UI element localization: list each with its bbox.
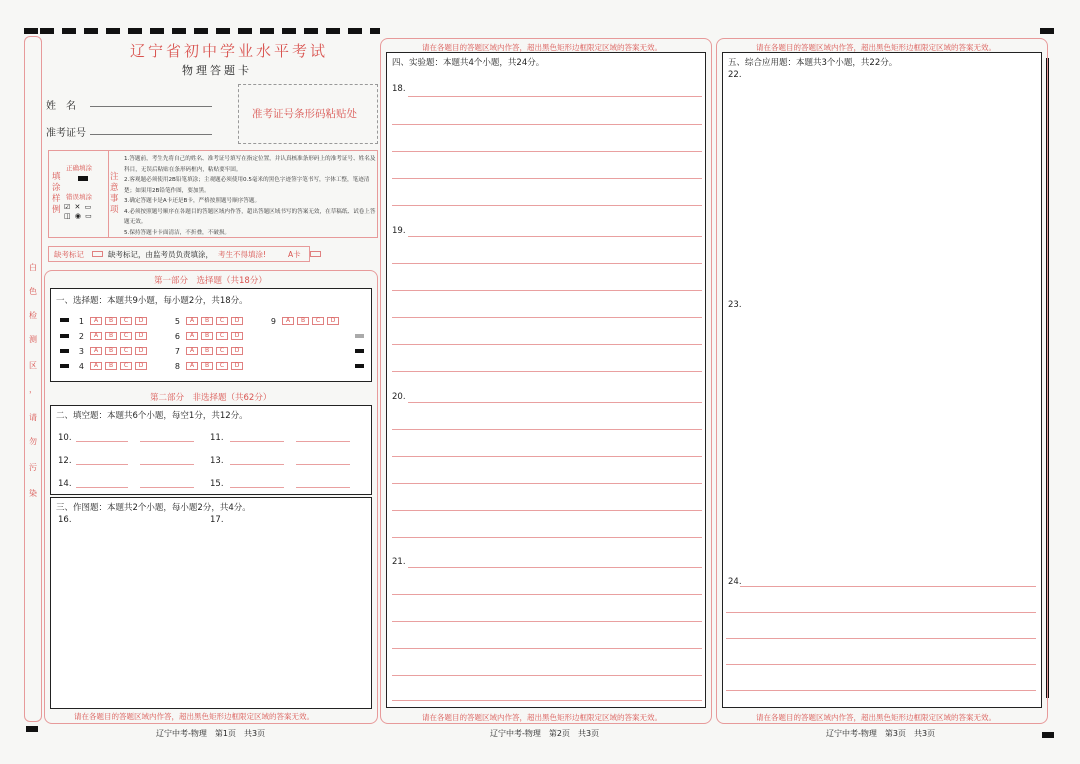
warning-text: 请在各题目的答题区域内作答，超出黑色矩形边框限定区域的答案无效。 [74,712,314,721]
option-b[interactable]: B [105,347,117,355]
answer-line[interactable] [392,621,702,622]
page-subtitle: 物理答题卡 [182,64,252,77]
option-b[interactable]: B [201,317,213,325]
wrong-label: 错误填涂 [66,193,92,201]
option-a[interactable]: A [186,347,198,355]
question-number: 22. [728,70,742,80]
fill-blank[interactable] [296,464,350,465]
part1-title: 第一部分 选择题（共18分） [154,276,267,286]
option-a[interactable]: A [90,332,102,340]
option-c[interactable]: C [216,332,228,340]
option-b[interactable]: B [105,317,117,325]
option-b[interactable]: B [297,317,309,325]
comprehensive-section-title: 五、综合应用题：本题共3个小题，共22分。 [728,58,898,68]
part2-title: 第二部分 非选择题（共62分） [150,393,272,403]
answer-line[interactable] [392,124,702,125]
correct-label: 正确填涂 [66,164,92,172]
answer-line[interactable] [726,664,1036,665]
absent-label: 缺考标记 [54,250,84,259]
mc-question: 8 A B C D [168,361,246,371]
answer-line[interactable] [392,510,702,511]
absent-checkbox[interactable] [92,251,103,257]
mc-question: 2 A B C D [72,331,150,341]
timing-mark [60,334,69,338]
option-b[interactable]: B [105,362,117,370]
page-footer: 辽宁中考-物理 第2页 共3页 [490,729,600,738]
timing-mark [355,349,364,353]
wrong-fill-samples: ◫ ◉ ▭ [64,212,93,220]
fill-question-number: 14. [58,479,72,489]
absent-warning: 考生不得填涂! [218,250,267,259]
fill-question-number: 13. [210,456,224,466]
answer-line[interactable] [392,456,702,457]
fill-blank[interactable] [76,487,128,488]
mc-question: 5 A B C D [168,316,246,326]
corner-mark [1042,732,1054,738]
fill-question-number: 15. [210,479,224,489]
answer-line[interactable] [408,96,702,97]
option-a[interactable]: A [90,317,102,325]
fill-question-number: 10. [58,433,72,443]
mc-question: 9 A B C D [264,316,342,326]
fill-blank[interactable] [296,441,350,442]
fill-blank[interactable] [230,464,284,465]
answer-line[interactable] [740,586,1036,587]
option-c[interactable]: C [312,317,324,325]
answer-line[interactable] [392,700,702,701]
option-d[interactable]: D [327,317,339,325]
draw-section-title: 三、作图题：本题共2个小题，每小题2分，共4分。 [56,503,251,513]
name-label: 姓 名 [46,101,76,112]
mc-question: 6 A B C D [168,331,246,341]
option-d[interactable]: D [135,317,147,325]
notice-list [124,154,376,238]
option-a[interactable]: A [186,317,198,325]
fill-question-number: 12. [58,456,72,466]
timing-mark [355,334,364,338]
name-field[interactable] [90,106,212,107]
card-a-checkbox[interactable] [310,251,321,257]
wrong-fill-samples: ☑ ✕ ▭ [64,203,93,211]
answer-line[interactable] [392,648,702,649]
warning-text: 请在各题目的答题区域内作答，超出黑色矩形边框限定区域的答案无效。 [756,43,996,52]
answer-line[interactable] [392,429,702,430]
answer-line[interactable] [392,317,702,318]
option-c[interactable]: C [216,317,228,325]
answer-line[interactable] [392,371,702,372]
question-number: 18. [392,84,406,94]
answer-line[interactable] [392,151,702,152]
option-d[interactable]: D [231,332,243,340]
mc-question: 7 A B C D [168,346,246,356]
corner-mark [1040,28,1054,34]
option-c[interactable]: C [120,362,132,370]
answer-line[interactable] [408,567,702,568]
option-d[interactable]: D [135,362,147,370]
answer-line[interactable] [392,537,702,538]
option-d[interactable]: D [231,347,243,355]
answer-line[interactable] [726,690,1036,691]
correct-fill-sample [78,176,88,181]
fill-sample-title: 填涂样例 [52,172,61,215]
answer-line[interactable] [392,344,702,345]
corner-mark [24,28,38,34]
option-d[interactable]: D [135,347,147,355]
answer-line[interactable] [392,483,702,484]
answer-line[interactable] [408,402,702,403]
answer-line[interactable] [392,263,702,264]
answer-line[interactable] [726,612,1036,613]
answer-line[interactable] [392,205,702,206]
answer-line[interactable] [726,638,1036,639]
answer-line[interactable] [392,675,702,676]
page-footer: 辽宁中考-物理 第1页 共3页 [156,729,266,738]
fill-question-number: 11. [210,433,224,443]
page-footer: 辽宁中考-物理 第3页 共3页 [826,729,936,738]
answer-line[interactable] [408,236,702,237]
timing-mark [60,364,69,368]
warning-text: 请在各题目的答题区域内作答，超出黑色矩形边框限定区域的答案无效。 [422,713,662,722]
divider [108,150,109,238]
side-detection-strip [24,36,42,722]
comprehensive-section[interactable] [722,52,1042,708]
mc-question: 1 A B C D [72,316,150,326]
question-number: 24. [728,577,742,587]
option-c[interactable]: C [216,347,228,355]
mc-section-title: 一、选择题：本题共9小题，每小题2分，共18分。 [56,296,248,306]
option-a[interactable]: A [90,362,102,370]
timing-mark [60,349,69,353]
answer-line[interactable] [392,594,702,595]
warning-text: 请在各题目的答题区域内作答，超出黑色矩形边框限定区域的答案无效。 [422,43,662,52]
timing-mark-strip [40,28,380,34]
option-a[interactable]: A [282,317,294,325]
notice-title: 注意事项 [110,172,119,215]
fill-blank[interactable] [140,487,194,488]
timing-mark [60,318,69,322]
fill-blank[interactable] [76,464,128,465]
fill-blank[interactable] [230,441,284,442]
absent-note: 缺考标记，由监考员负责填涂， [108,250,213,259]
option-c[interactable]: C [120,347,132,355]
option-c[interactable]: C [120,332,132,340]
card-a-label: A卡 [288,250,301,259]
option-b[interactable]: B [201,362,213,370]
notice-item: 1.答题前，考生先将自己的姓名、准考证号填写在指定位置，并认真核准条形码上的准考证号、姓名及科目，无误后粘贴在条形码框内，粘贴要牢固。 [124,156,376,173]
option-b[interactable]: B [105,332,117,340]
notice-item: 2.客观题必须使用2B铅笔填涂；主观题必须使用0.5毫米的黑色字迹签字笔书写，字体工整，笔迹清楚；如果用2B铅笔作图，要加黑。 [124,177,370,194]
draw-section[interactable] [50,497,372,709]
question-number: 23. [728,300,742,310]
answer-line[interactable] [392,178,702,179]
option-a[interactable]: A [90,347,102,355]
id-label: 准考证号 [46,128,86,139]
option-b[interactable]: B [201,332,213,340]
fill-blank[interactable] [76,441,128,442]
barcode-label: 准考证号条形码粘贴处 [252,108,357,120]
timing-mark [355,364,364,368]
draw-question-number: 16. [58,515,72,525]
answer-line[interactable] [392,290,702,291]
fill-blank[interactable] [296,487,350,488]
fill-blank[interactable] [140,441,194,442]
page-title: 辽宁省初中学业水平考试 [130,42,329,60]
option-b[interactable]: B [201,347,213,355]
option-a[interactable]: A [186,332,198,340]
mc-question: 4 A B C D [72,361,150,371]
option-c[interactable]: C [216,362,228,370]
id-field[interactable] [90,134,212,135]
question-number: 19. [392,226,406,236]
draw-question-number: 17. [210,515,224,525]
corner-mark [26,726,38,732]
question-number: 20. [392,392,406,402]
fill-blank[interactable] [230,487,284,488]
option-c[interactable]: C [120,317,132,325]
mc-question: 3 A B C D [72,346,150,356]
fill-blank[interactable] [140,464,194,465]
notice-item: 3.确定答题卡是A卡还是B卡，严格按照题号顺序答题。 [124,198,261,204]
notice-item: 4.必须按照题号顺序在各题目的答题区域内作答，超出答题区域书写的答案无效，在草稿纸、试卷上答题无效。 [124,208,376,225]
option-d[interactable]: D [231,362,243,370]
option-d[interactable]: D [135,332,147,340]
notice-item: 5.保持答题卡卡面清洁，不折叠，不破损。 [124,229,231,236]
experiment-section-title: 四、实验题：本题共4个小题，共24分。 [392,58,545,68]
warning-text: 请在各题目的答题区域内作答，超出黑色矩形边框限定区域的答案无效。 [756,713,996,722]
option-d[interactable]: D [231,317,243,325]
fill-section-title: 二、填空题：本题共6个小题，每空1分，共12分。 [56,411,248,421]
option-a[interactable]: A [186,362,198,370]
question-number: 21. [392,557,406,567]
